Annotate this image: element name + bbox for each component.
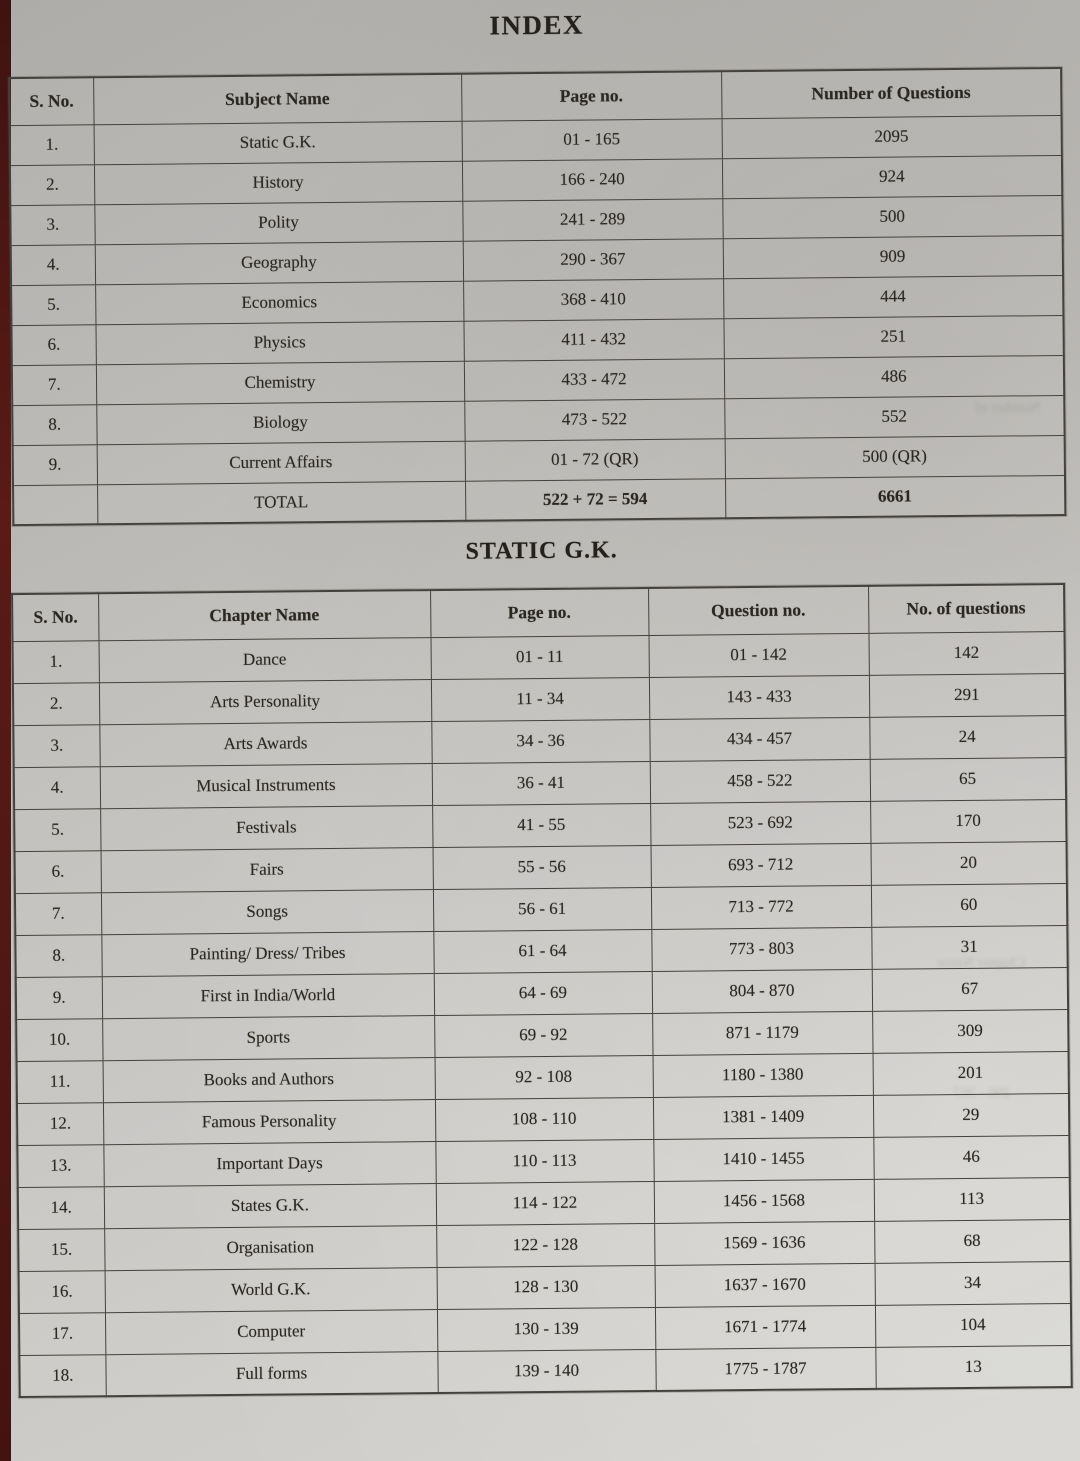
table-cell: 1.: [13, 640, 99, 683]
table-cell: 114 - 122: [436, 1181, 654, 1225]
table-row: [19, 1345, 1071, 1397]
table-cell: 68: [874, 1219, 1070, 1263]
table-cell: 12.: [17, 1102, 103, 1145]
table-cell: Festivals: [100, 805, 432, 850]
table-cell: Organisation: [104, 1225, 436, 1270]
table-cell: 17.: [19, 1312, 105, 1355]
table-cell: 251: [723, 315, 1063, 358]
table-cell: 1775 - 1787: [655, 1347, 875, 1391]
table-cell: Polity: [94, 201, 462, 245]
table-cell: 64 - 69: [434, 971, 652, 1015]
table-cell: 6661: [725, 475, 1065, 518]
table-cell: 143 - 433: [649, 675, 869, 719]
table-cell: Dance: [99, 637, 431, 682]
table-cell: 166 - 240: [462, 158, 722, 200]
table-cell: 69 - 92: [434, 1013, 652, 1057]
table-cell: 113: [874, 1177, 1070, 1221]
table-cell: TOTAL: [97, 481, 465, 525]
column-header-page: Page no.: [430, 588, 648, 637]
table-cell: Biology: [96, 401, 464, 445]
page-title: INDEX: [489, 9, 585, 41]
table-cell: 522 + 72 = 594: [465, 478, 725, 520]
table-cell: 01 - 72 (QR): [465, 438, 725, 480]
table-cell: 61 - 64: [433, 929, 651, 973]
table-cell: Economics: [95, 281, 463, 325]
table-cell: 20: [870, 841, 1066, 885]
table-cell: 1569 - 1636: [654, 1221, 874, 1265]
table-cell: Songs: [101, 889, 433, 934]
section-title: STATIC G.K.: [465, 537, 618, 565]
table-cell: 3.: [10, 204, 94, 245]
table-cell: 4.: [14, 766, 100, 809]
table-cell: 804 - 870: [652, 969, 872, 1013]
table-cell: 201: [873, 1051, 1069, 1095]
table-cell: 14.: [18, 1186, 104, 1229]
table-cell: 7.: [15, 892, 101, 935]
table-cell: 552: [724, 395, 1064, 438]
column-header-page: Page no.: [461, 71, 721, 120]
table-cell: 8.: [15, 934, 101, 977]
table-cell: 60: [871, 883, 1067, 927]
table-cell: 411 - 432: [463, 318, 723, 360]
table-cell: 3.: [13, 724, 99, 767]
table-cell: 65: [870, 757, 1066, 801]
table-cell: 909: [723, 235, 1063, 278]
table-cell: 11 - 34: [431, 677, 649, 721]
table-cell: 2.: [13, 682, 99, 725]
table-cell: Full forms: [105, 1351, 437, 1396]
table-cell: Famous Personality: [103, 1099, 435, 1144]
column-header-num-questions: No. of questions: [868, 584, 1064, 633]
print-through-smudge: Number of: [974, 400, 1040, 416]
table-cell: Static G.K.: [94, 121, 462, 165]
table-cell: 7.: [12, 364, 96, 405]
index-table-body: [10, 115, 1065, 485]
table-cell: 55 - 56: [433, 845, 651, 889]
table-cell: 1671 - 1774: [655, 1305, 875, 1349]
table-cell: 41 - 55: [432, 803, 650, 847]
table-cell: 6.: [15, 850, 101, 893]
table-cell: 13: [875, 1345, 1071, 1389]
column-header-questions: Number of Questions: [721, 68, 1061, 118]
table-cell: 128 - 130: [437, 1265, 655, 1309]
table-cell: 291: [869, 673, 1065, 717]
table-cell: 13.: [17, 1144, 103, 1187]
table-cell: 434 - 457: [649, 717, 869, 761]
table-cell: Chemistry: [96, 361, 464, 405]
table-cell: 693 - 712: [651, 843, 871, 887]
table-cell: Important Days: [103, 1141, 435, 1186]
print-through-smudge: 290 - 367: [952, 1085, 1010, 1101]
table-cell: [13, 484, 97, 525]
table-cell: 2095: [722, 115, 1062, 158]
column-header-sno: S. No.: [9, 77, 93, 125]
table-cell: 368 - 410: [463, 278, 723, 320]
table-cell: 500: [722, 195, 1062, 238]
table-cell: History: [94, 161, 462, 205]
table-cell: 24: [869, 715, 1065, 759]
table-cell: 1381 - 1409: [653, 1095, 873, 1139]
index-table: [8, 67, 1066, 526]
column-header-subject: Subject Name: [93, 74, 461, 125]
table-cell: Musical Instruments: [100, 763, 432, 808]
table-cell: Arts Awards: [99, 721, 431, 766]
print-through-smudge: Chapter Name: [937, 955, 1025, 971]
table-cell: First in India/World: [102, 973, 434, 1018]
table-cell: Physics: [95, 321, 463, 365]
table-cell: 34 - 36: [431, 719, 649, 763]
table-cell: 924: [722, 155, 1062, 198]
table-cell: 871 - 1179: [652, 1011, 872, 1055]
table-cell: 290 - 367: [463, 238, 723, 280]
table-cell: 01 - 165: [462, 118, 722, 160]
table-cell: 01 - 11: [431, 635, 649, 679]
table-cell: 1637 - 1670: [655, 1263, 875, 1307]
column-header-chapter: Chapter Name: [98, 590, 430, 640]
table-cell: 29: [873, 1093, 1069, 1137]
table-cell: 500 (QR): [725, 435, 1065, 478]
table-cell: 46: [873, 1135, 1069, 1179]
page-content: [5, 0, 1080, 1461]
table-cell: 486: [724, 355, 1064, 398]
table-cell: Arts Personality: [99, 679, 431, 724]
table-cell: 1410 - 1455: [653, 1137, 873, 1181]
static-table-body: [13, 631, 1072, 1397]
table-cell: Geography: [95, 241, 463, 285]
table-cell: 9.: [16, 976, 102, 1019]
table-cell: 11.: [17, 1060, 103, 1103]
table-cell: 142: [868, 631, 1064, 675]
table-cell: Fairs: [101, 847, 433, 892]
table-cell: States G.K.: [104, 1183, 436, 1228]
table-cell: 309: [872, 1009, 1068, 1053]
table-cell: 773 - 803: [651, 927, 871, 971]
table-cell: 67: [872, 967, 1068, 1011]
table-cell: Sports: [102, 1015, 434, 1060]
table-cell: 108 - 110: [435, 1097, 653, 1141]
table-cell: 713 - 772: [651, 885, 871, 929]
table-cell: 15.: [18, 1228, 104, 1271]
table-cell: 5.: [14, 808, 100, 851]
table-cell: Books and Authors: [103, 1057, 435, 1102]
table-cell: 9.: [13, 444, 97, 485]
table-cell: 1.: [10, 124, 94, 165]
table-cell: 523 - 692: [650, 801, 870, 845]
table-cell: 8.: [12, 404, 96, 445]
static-gk-table: [11, 583, 1073, 1398]
table-cell: 34: [875, 1261, 1071, 1305]
table-cell: 18.: [19, 1354, 105, 1397]
table-cell: 36 - 41: [432, 761, 650, 805]
table-cell: 1456 - 1568: [654, 1179, 874, 1223]
table-cell: 5.: [11, 284, 95, 325]
table-cell: 139 - 140: [437, 1349, 655, 1393]
table-cell: 92 - 108: [435, 1055, 653, 1099]
table-cell: 56 - 61: [433, 887, 651, 931]
table-cell: 1180 - 1380: [653, 1053, 873, 1097]
table-cell: 6.: [11, 324, 95, 365]
table-cell: 170: [870, 799, 1066, 843]
table-cell: 10.: [16, 1018, 102, 1061]
column-header-question: Question no.: [648, 586, 868, 635]
table-cell: Painting/ Dress/ Tribes: [101, 931, 433, 976]
table-cell: 110 - 113: [435, 1139, 653, 1183]
table-cell: 122 - 128: [436, 1223, 654, 1267]
table-cell: 01 - 142: [648, 633, 868, 677]
table-cell: 433 - 472: [464, 358, 724, 400]
table-cell: Current Affairs: [97, 441, 465, 485]
table-cell: Computer: [105, 1309, 437, 1354]
table-cell: 2.: [10, 164, 94, 205]
table-cell: 458 - 522: [650, 759, 870, 803]
table-cell: 16.: [19, 1270, 105, 1313]
table-cell: 444: [723, 275, 1063, 318]
table-cell: 241 - 289: [462, 198, 722, 240]
table-cell: 130 - 139: [437, 1307, 655, 1351]
table-cell: 4.: [11, 244, 95, 285]
table-cell: 104: [875, 1303, 1071, 1347]
table-cell: 31: [871, 925, 1067, 969]
table-cell: World G.K.: [105, 1267, 437, 1312]
column-header-sno: S. No.: [12, 593, 98, 641]
table-cell: 473 - 522: [464, 398, 724, 440]
